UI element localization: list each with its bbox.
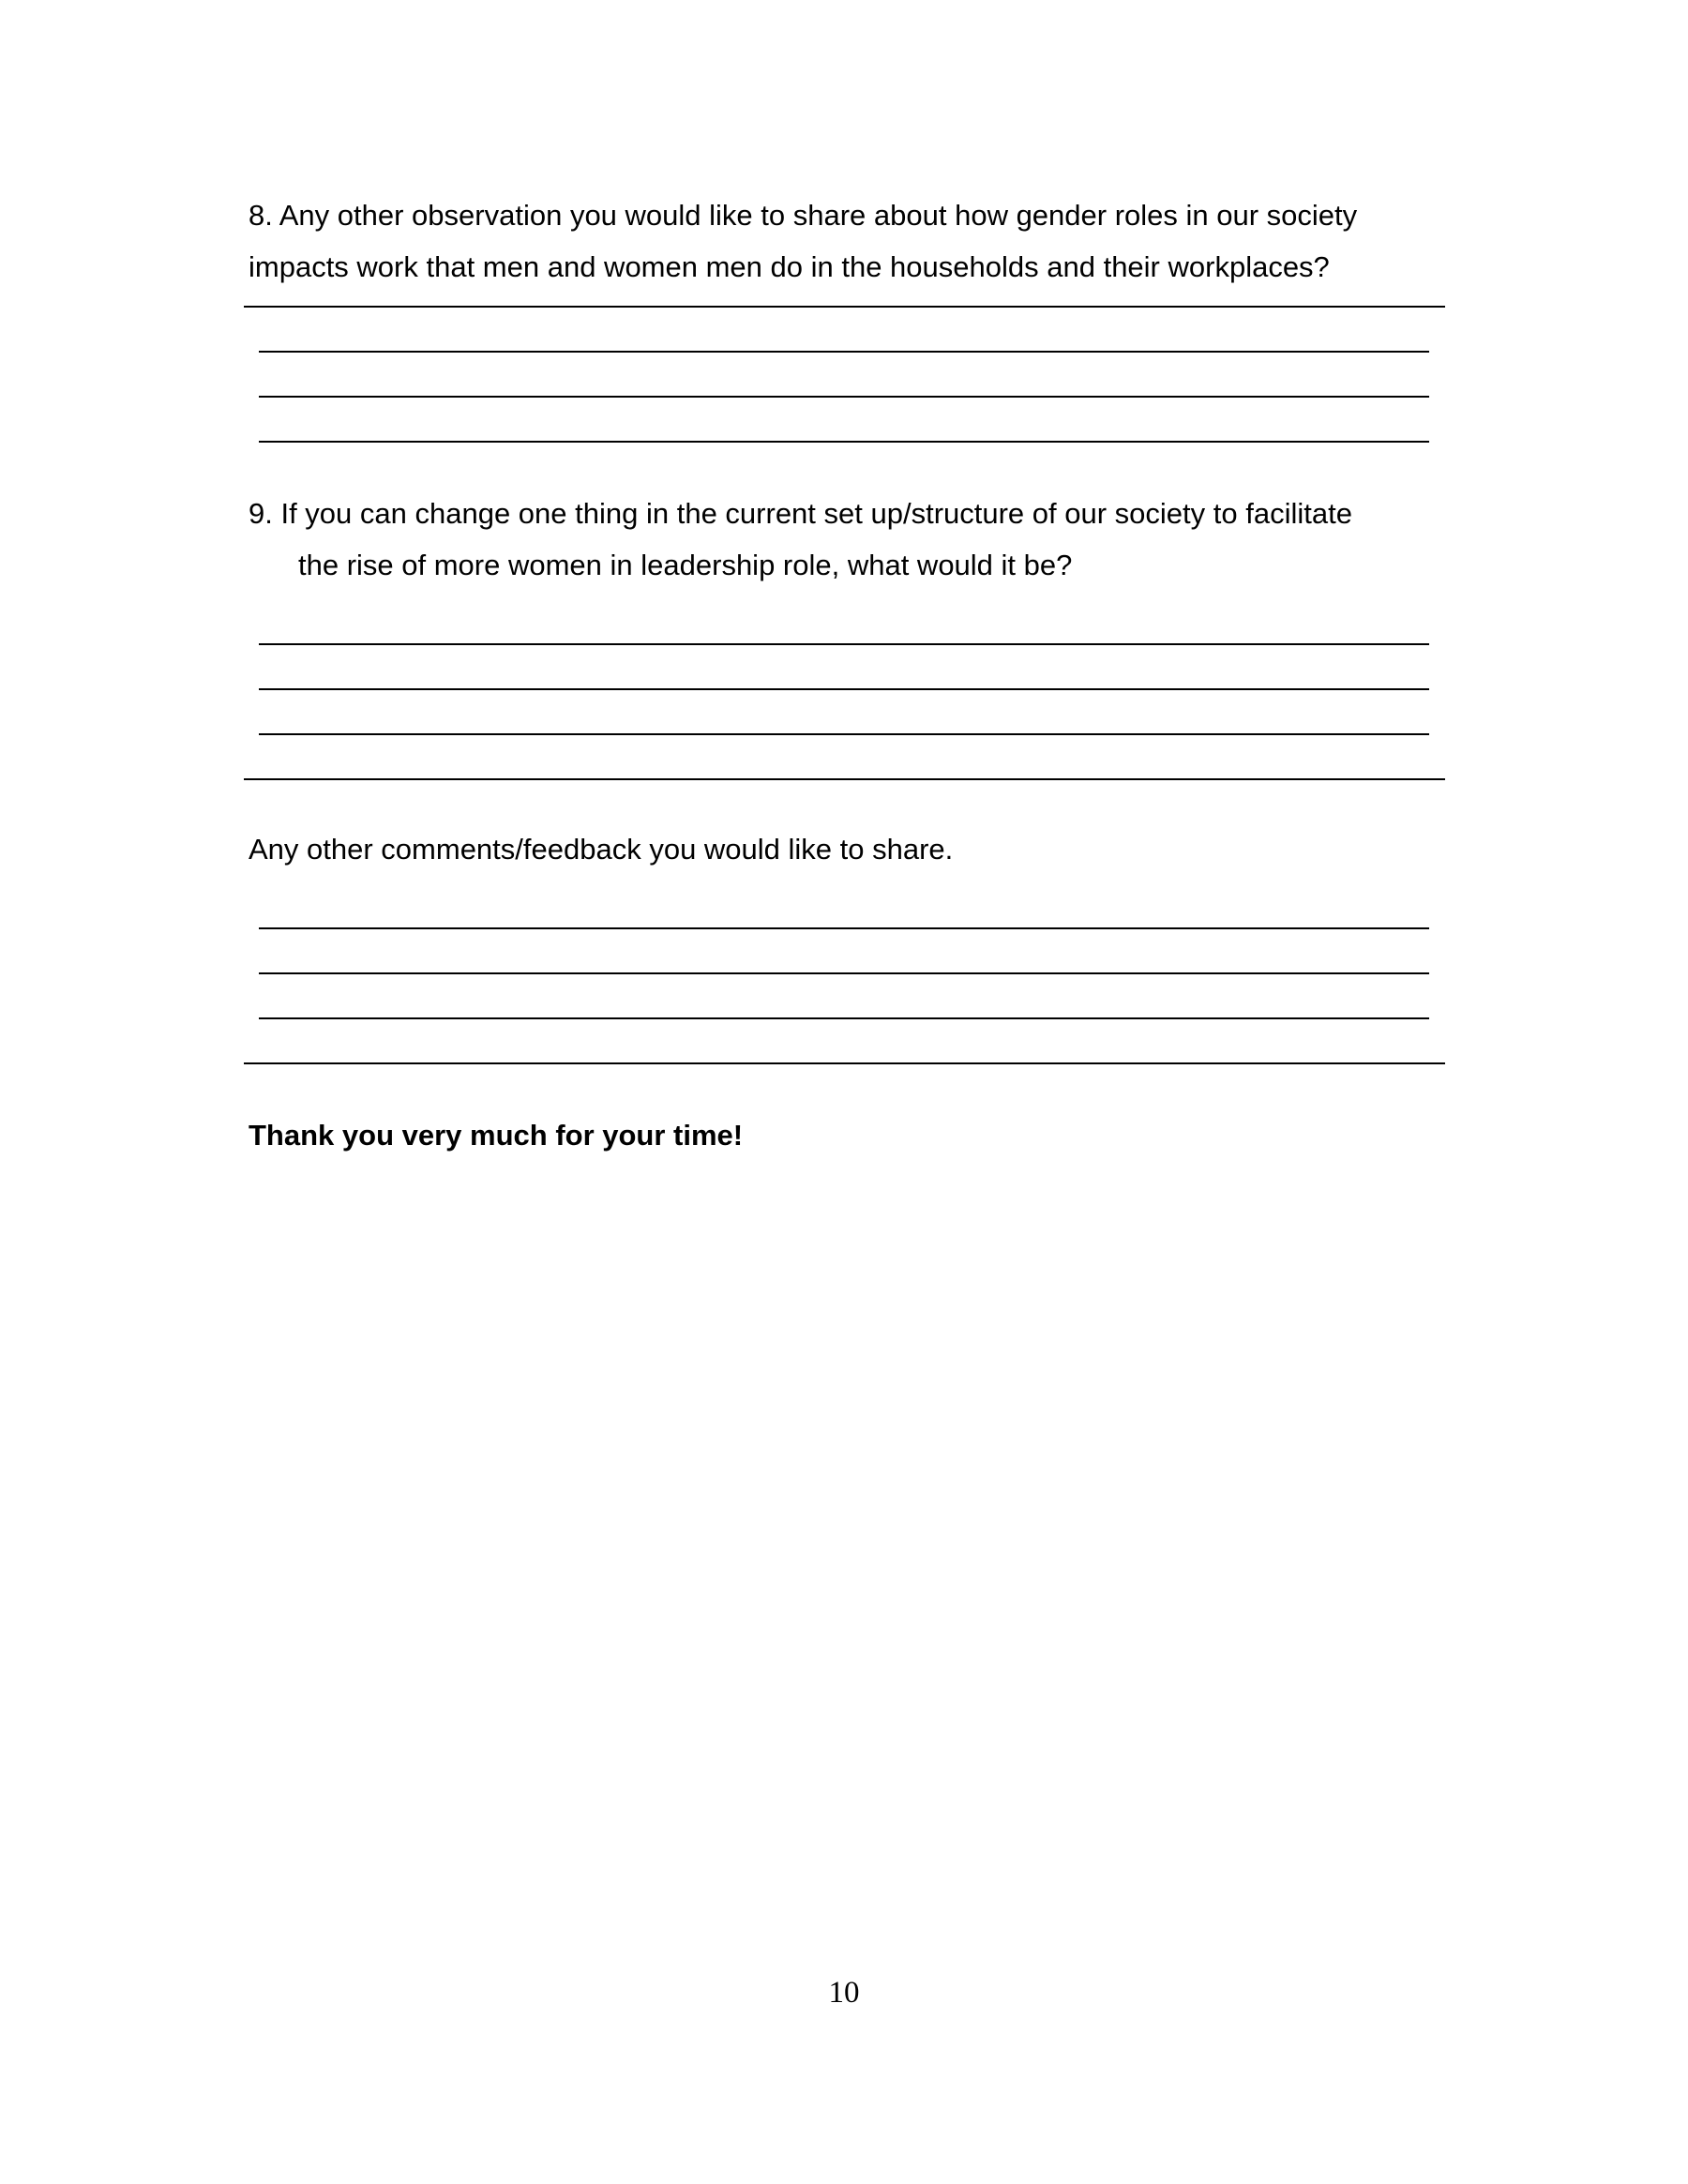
answer-line-q9-2[interactable] bbox=[259, 688, 1429, 690]
comments-prompt: Any other comments/feedback you would like to share. bbox=[249, 833, 954, 866]
answer-line-comments-3[interactable] bbox=[259, 1017, 1429, 1019]
page-number: 10 bbox=[828, 1976, 860, 2010]
question-9-text-line-2: the rise of more women in leadership role, what would it be? bbox=[298, 549, 1073, 581]
answer-line-comments-2[interactable] bbox=[259, 972, 1429, 974]
question-9-text-line-1: 9. If you can change one thing in the current set up/structure of our society to facilitate bbox=[249, 497, 1352, 530]
answer-line-q8-2[interactable] bbox=[259, 351, 1429, 353]
answer-line-q9-4[interactable] bbox=[244, 778, 1445, 780]
answer-line-comments-1[interactable] bbox=[259, 927, 1429, 929]
thank-you-message: Thank you very much for your time! bbox=[249, 1119, 744, 1152]
answer-line-q9-1[interactable] bbox=[259, 643, 1429, 645]
question-8-text-line-2: impacts work that men and women men do in the households and their workplaces? bbox=[249, 250, 1330, 283]
answer-line-q9-3[interactable] bbox=[259, 733, 1429, 735]
answer-line-comments-4[interactable] bbox=[244, 1062, 1445, 1064]
answer-line-q8-3[interactable] bbox=[259, 396, 1429, 398]
answer-line-q8-4[interactable] bbox=[259, 441, 1429, 443]
question-8-text-line-1: 8. Any other observation you would like to share about how gender roles in our society bbox=[249, 199, 1358, 232]
answer-line-q8-1[interactable] bbox=[244, 306, 1445, 308]
